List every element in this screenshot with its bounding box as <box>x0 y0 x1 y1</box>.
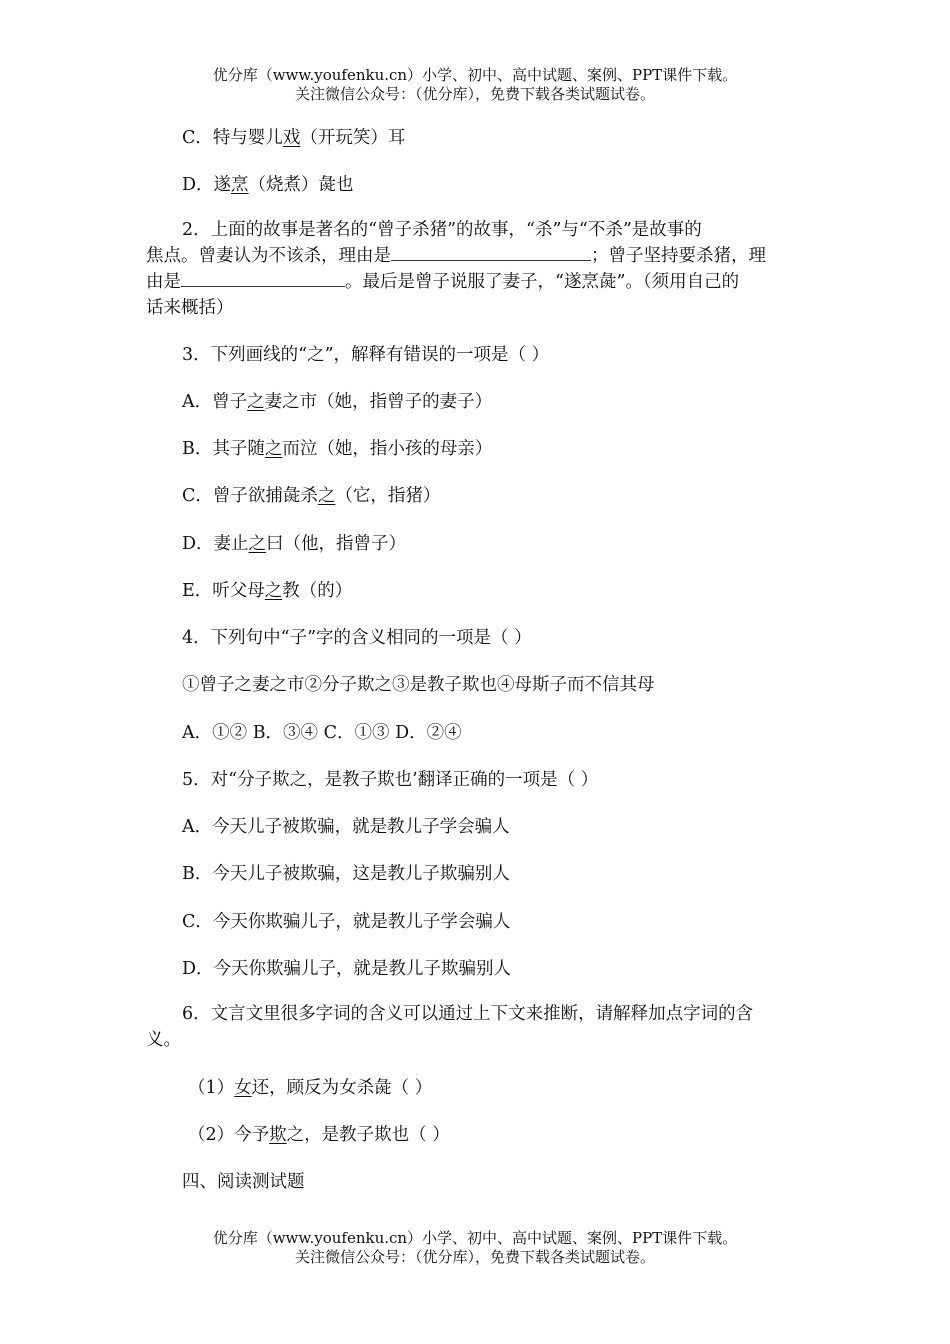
q2-row-4-text: 话来概括） <box>146 298 234 318</box>
q3-option-d-underlined: 之 <box>248 534 267 554</box>
q3-option-d-post: 曰（他，指曾子） <box>266 534 407 554</box>
q3-option-a-post: 妻之市（她，指曾子的妻子） <box>264 392 493 412</box>
page-header <box>0 66 950 104</box>
q2-row-2-text-b: ；曾子坚持要杀猪，理 <box>591 246 766 266</box>
q5-option-c: C．今天你欺骗儿子，就是教儿子学会骗人 <box>182 912 511 932</box>
q4-items: ①曾子之妻之市②分子欺之③是教子欺也④母斯子而不信其母 <box>182 675 655 695</box>
q3-option-a-pre: A．曾子 <box>182 392 248 412</box>
q3-option-b-post: 而泣（她，指小孩的母亲） <box>282 439 493 459</box>
q4-stem: 4．下列句中“子”字的含义相同的一项是（ ） <box>182 628 532 648</box>
question-6 <box>146 1001 806 1053</box>
q2-row-3-text-a: 由是 <box>146 272 181 292</box>
q1-option-c <box>182 124 842 149</box>
q3-option-a-underlined: 之 <box>247 392 265 412</box>
q1-option-d-underlined: 烹 <box>231 175 249 195</box>
q6-subquestion-2 <box>188 1121 848 1146</box>
q6-row-1-text: 6．文言文里很多字词的含义可以通过上下文来推断，请解释加点字词的含 <box>182 1004 754 1024</box>
q5-stem: 5．对“分子欺之，是教子欺也’翻译正确的一项是（ ） <box>182 770 599 790</box>
q3-option-d <box>182 530 842 555</box>
q6-subquestion-1 <box>188 1074 848 1099</box>
page-footer <box>0 1229 950 1267</box>
q3-option-e <box>182 577 842 602</box>
q1-option-c-underlined: 戏 <box>282 128 301 148</box>
q6-s1-post: 还，顾反为女杀彘（ ） <box>251 1078 433 1098</box>
q3-option-a <box>182 388 842 413</box>
header-line-2: 关注微信公众号：（优分库），免费下载各类试题试卷。 <box>294 85 655 103</box>
q3-option-c-underlined: 之 <box>317 486 336 506</box>
q2-row-2-text-a: 焦点。曾妻认为不该杀，理由是 <box>146 246 391 266</box>
q3-option-b-underlined: 之 <box>264 439 283 459</box>
q1-option-c-pre: C．特与婴儿 <box>182 128 283 148</box>
q1-option-d-post: （烧煮）彘也 <box>248 175 354 195</box>
q6-s2-pre: （2）今予 <box>188 1125 270 1145</box>
q6-row-1 <box>146 1001 806 1027</box>
q6-s2-underlined: 欺 <box>269 1125 287 1145</box>
q2-answer-blank-1[interactable] <box>391 243 591 261</box>
q3-option-c-pre: C．曾子欲捕彘杀 <box>182 486 318 506</box>
q3-option-b-pre: B．其子随 <box>182 439 265 459</box>
q1-option-d <box>182 171 842 196</box>
q3-option-e-pre: E．听父母 <box>182 581 265 601</box>
q5-option-b: B．今天儿子被欺骗，这是教儿子欺骗别人 <box>182 864 510 884</box>
q1-option-c-post: （开玩笑）耳 <box>300 128 406 148</box>
q6-s1-pre: （1） <box>188 1078 235 1098</box>
q3-option-b <box>182 435 842 460</box>
q2-row-4 <box>146 295 806 321</box>
q5-option-d: D．今天你欺骗儿子，就是教儿子欺骗别人 <box>182 959 512 979</box>
q3-option-c-post: （它，指猪） <box>335 486 441 506</box>
q3-stem: 3．下列画线的“之”，解释有错误的一项是（ ） <box>182 345 550 365</box>
q3-option-d-pre: D．妻止 <box>182 534 249 554</box>
q2-row-1 <box>146 217 806 243</box>
footer-line-2: 关注微信公众号：（优分库），免费下载各类试题试卷。 <box>294 1248 655 1266</box>
q4-options: A．①② B．③④ C．①③ D．②④ <box>182 723 462 743</box>
q6-row-2-text: 义。 <box>146 1030 181 1050</box>
header-line-1: 优分库（www.youfenku.cn）小学、初中、高中试题、案例、PPT课件下载。 <box>212 66 738 84</box>
q2-row-1-text: 2．上面的故事是著名的“曾子杀猪”的故事，“杀”与“不杀”是故事的 <box>182 220 702 240</box>
q2-row-2 <box>146 243 806 269</box>
q6-s1-underlined: 女 <box>234 1078 252 1098</box>
q3-option-e-post: 教（的） <box>282 581 353 601</box>
q5-option-a: A．今天儿子被欺骗，就是教儿子学会骗人 <box>182 817 510 837</box>
question-2 <box>146 217 806 321</box>
q6-s2-post: 之，是教子欺也（ ） <box>286 1125 450 1145</box>
q1-option-d-pre: D．遂 <box>182 175 232 195</box>
q6-row-2 <box>146 1027 806 1053</box>
footer-line-1: 优分库（www.youfenku.cn）小学、初中、高中试题、案例、PPT课件下载。 <box>212 1229 738 1247</box>
q2-row-3-text-b: 。最后是曾子说服了妻子，“遂烹彘”。（须用自己的 <box>345 272 740 292</box>
q2-row-3 <box>146 269 806 295</box>
q3-option-e-underlined: 之 <box>264 581 283 601</box>
q3-option-c <box>182 482 842 507</box>
section-4-heading: 四、阅读测试题 <box>182 1172 305 1192</box>
q2-answer-blank-2[interactable] <box>181 269 345 287</box>
